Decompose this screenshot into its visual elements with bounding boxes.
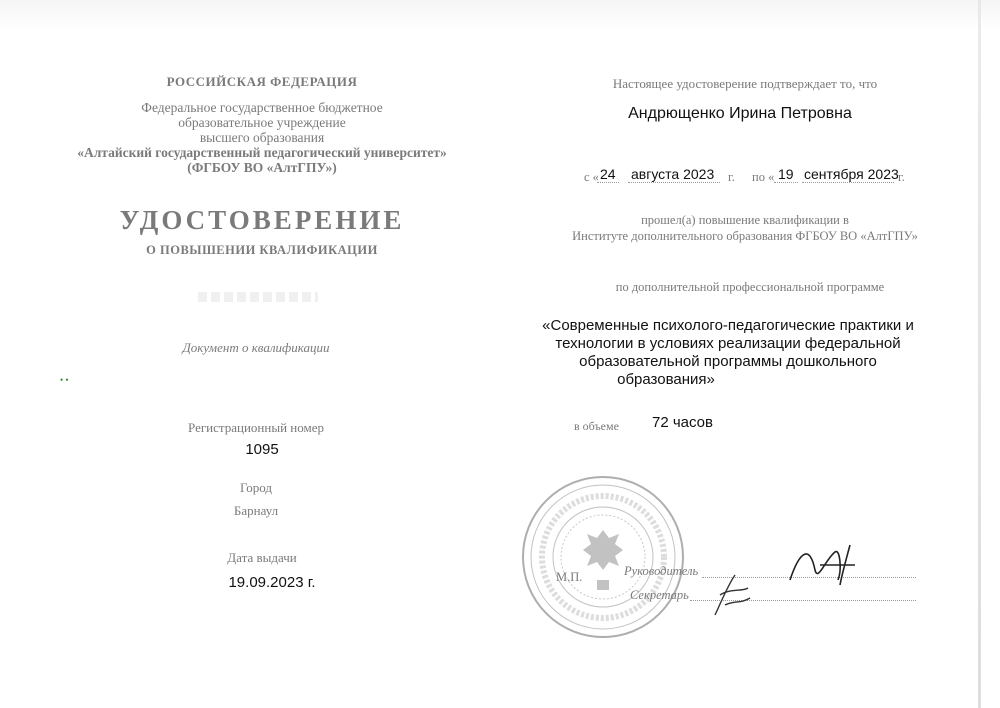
document-type: Документ о квалификации — [182, 340, 330, 355]
year-suffix-from: г. — [728, 170, 735, 184]
to-prefix: по « — [752, 170, 775, 184]
org-line-3: высшего образования — [199, 130, 325, 145]
volume-label: в объеме — [574, 419, 619, 433]
issue-date-value: 19.09.2023 г. — [228, 574, 316, 591]
secretary-signature — [700, 570, 760, 620]
scan-shadow — [0, 0, 1000, 30]
org-line-1: Федеральное государственное бюджетное — [141, 100, 383, 115]
program-title-line-4: образования» — [617, 371, 715, 388]
program-label: по дополнительной профессиональной программе — [615, 280, 885, 294]
volume-value: 72 часов — [652, 414, 713, 431]
registration-number: 1095 — [245, 441, 279, 458]
to-month-line — [802, 182, 894, 183]
to-month-year: сентября 2023 — [804, 166, 899, 182]
document-title: УДОСТОВЕРЕНИЕ — [119, 205, 405, 235]
to-day: 19 — [778, 166, 794, 182]
from-month-year: августа 2023 — [631, 166, 715, 182]
org-line-4: «Алтайский государственный педагогический университет» — [77, 145, 447, 160]
city-value: Барнаул — [233, 503, 279, 518]
org-line-2: образовательное учреждение — [178, 115, 346, 130]
program-title-line-3: образовательной программы дошкольного — [579, 353, 877, 370]
program-title-line-1: «Современные психолого-педагогические практики и — [542, 317, 914, 334]
city-label: Город — [239, 480, 273, 495]
from-month-line — [628, 182, 720, 183]
passed-line-2: Институте дополнительного образования ФГБОУ ВО «АлтГПУ» — [572, 229, 918, 243]
speck-mark: • • — [60, 375, 69, 385]
org-line-5: (ФГБОУ ВО «АлтГПУ») — [187, 160, 337, 175]
holder-full-name: Андрющенко Ирина Петровна — [628, 105, 852, 122]
page-fold-edge — [978, 0, 981, 708]
passed-line-1: прошел(а) повышение квалификации в — [641, 213, 849, 227]
registration-label: Регистрационный номер — [188, 420, 324, 435]
issue-date-label: Дата выдачи — [227, 550, 297, 565]
head-label: Руководитель — [624, 564, 699, 578]
certifies-text: Настоящее удостоверение подтверждает то, что — [612, 76, 878, 91]
faded-serial-number — [198, 292, 318, 302]
head-signature — [780, 540, 870, 590]
secretary-label: Секретарь — [630, 588, 689, 602]
year-suffix-to: г. — [898, 170, 905, 184]
from-day: 24 — [600, 166, 616, 182]
program-title-line-2: технологии в условиях реализации федеральной — [555, 335, 901, 352]
document-subtitle: О ПОВЫШЕНИИ КВАЛИФИКАЦИИ — [146, 243, 378, 257]
seal-place-label: М.П. — [556, 570, 583, 584]
country-label: РОССИЙСКАЯ ФЕДЕРАЦИЯ — [166, 74, 358, 89]
to-day-line — [774, 182, 798, 183]
from-day-line — [597, 182, 619, 183]
from-prefix: с « — [584, 170, 599, 184]
official-seal — [518, 472, 688, 642]
